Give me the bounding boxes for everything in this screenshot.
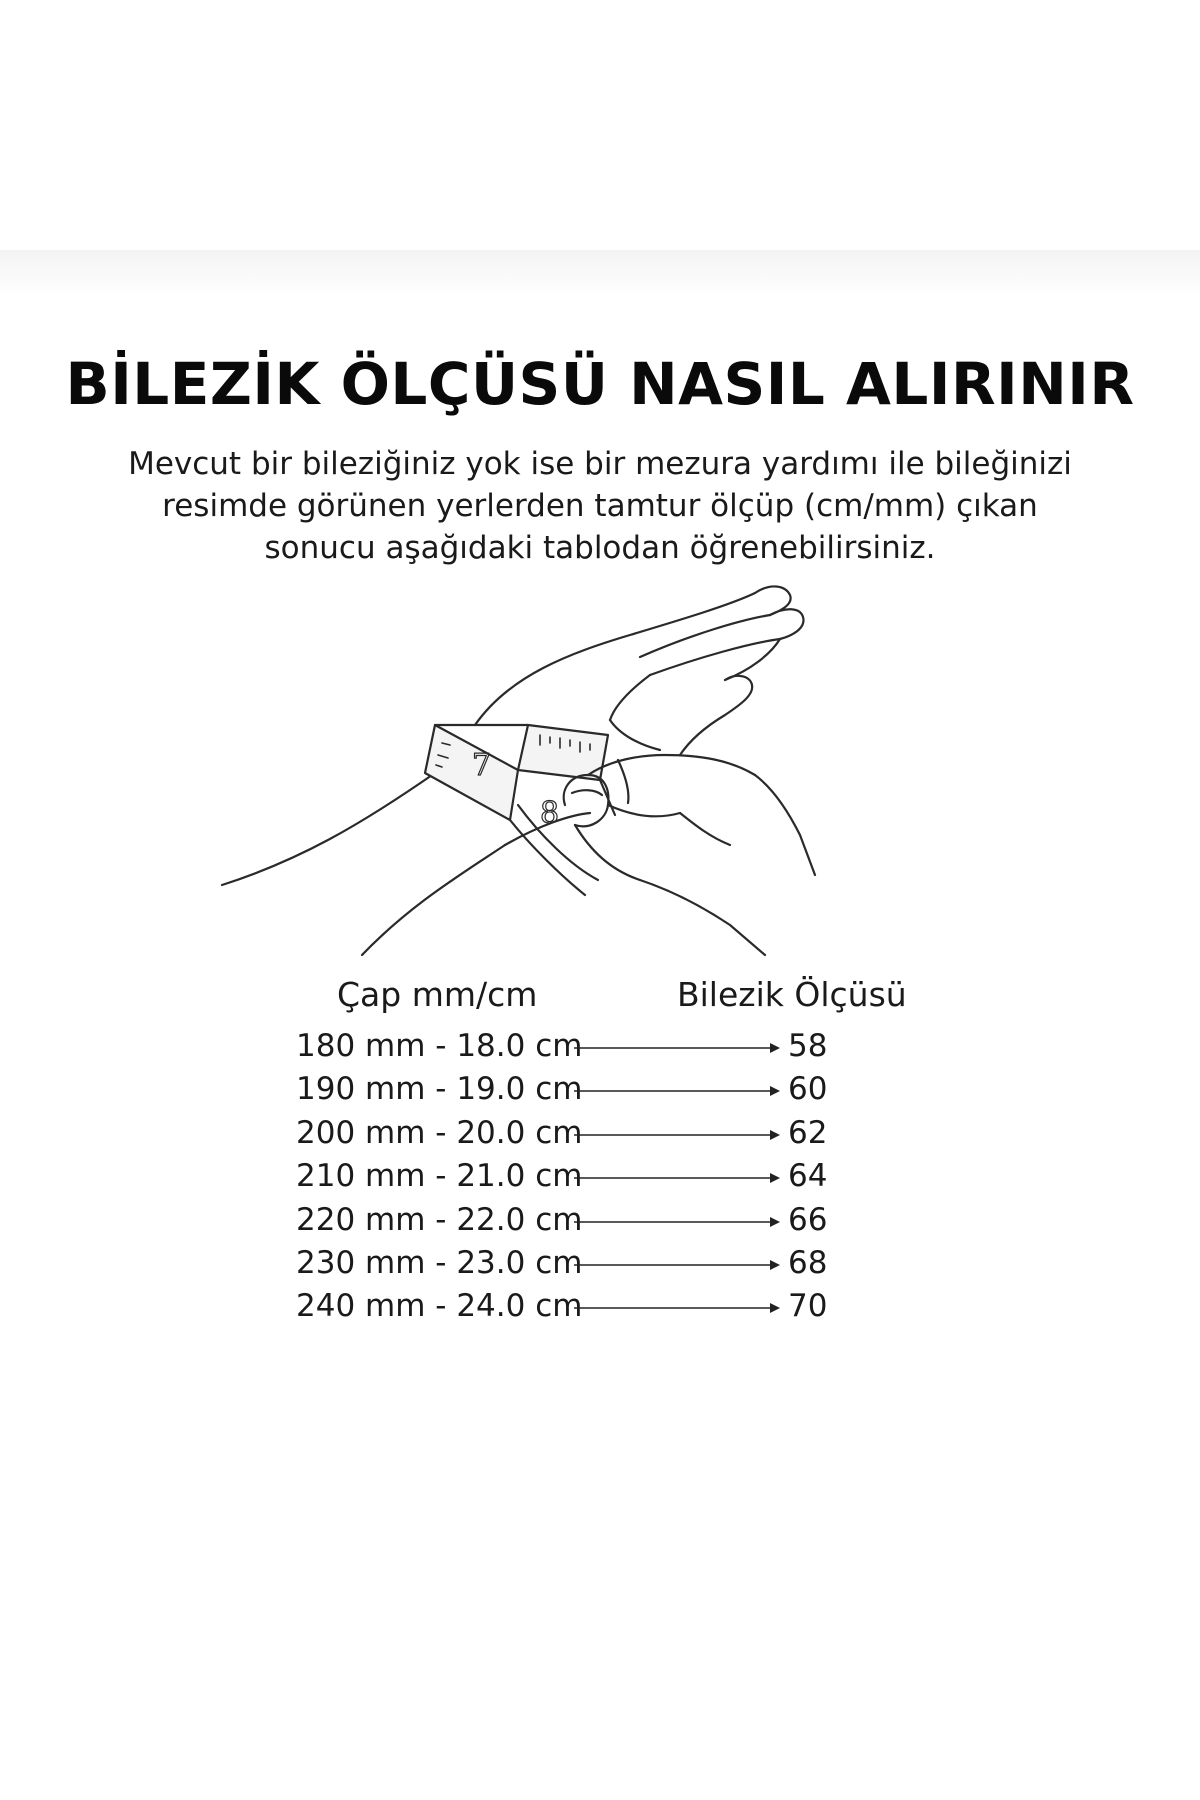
measure-cell: 220 mm - 22.0 cm bbox=[296, 1202, 583, 1238]
table-row bbox=[0, 1288, 1200, 1332]
size-cell: 62 bbox=[788, 1115, 828, 1151]
measure-cell: 230 mm - 23.0 cm bbox=[296, 1245, 583, 1281]
table-row bbox=[0, 1158, 1200, 1202]
size-cell: 66 bbox=[788, 1202, 828, 1238]
arrow-right-icon bbox=[574, 1212, 784, 1232]
table-row bbox=[0, 1115, 1200, 1159]
arrow-right-icon bbox=[574, 1125, 784, 1145]
column-header-diameter: Çap mm/cm bbox=[337, 975, 538, 1014]
measure-cell: 190 mm - 19.0 cm bbox=[296, 1071, 583, 1107]
size-cell: 60 bbox=[788, 1071, 828, 1107]
bracelet-size-table bbox=[0, 975, 1200, 1335]
arrow-right-icon bbox=[574, 1255, 784, 1275]
table-row bbox=[0, 1071, 1200, 1115]
measure-cell: 200 mm - 20.0 cm bbox=[296, 1115, 583, 1151]
instructions-line-1: Mevcut bir bileziğiniz yok ise bir mezura yardımı ile bileğinizi bbox=[128, 446, 1072, 482]
arrow-right-icon bbox=[574, 1298, 784, 1318]
arrow-right-icon bbox=[574, 1038, 784, 1058]
measure-cell: 180 mm - 18.0 cm bbox=[296, 1028, 583, 1064]
top-gray-band bbox=[0, 250, 1200, 295]
instructions-line-3: sonucu aşağıdaki tablodan öğrenebilirsiniz. bbox=[264, 530, 936, 566]
tape-number-7: 7 bbox=[472, 748, 492, 783]
size-cell: 58 bbox=[788, 1028, 828, 1064]
tape-number-8: 8 bbox=[540, 796, 560, 831]
wrist-measuring-tape-illustration bbox=[210, 575, 910, 965]
table-row bbox=[0, 1202, 1200, 1246]
measure-cell: 210 mm - 21.0 cm bbox=[296, 1158, 583, 1194]
column-header-bracelet-size: Bilezik Ölçüsü bbox=[677, 975, 907, 1014]
table-row bbox=[0, 1028, 1200, 1072]
table-row bbox=[0, 1245, 1200, 1289]
size-cell: 68 bbox=[788, 1245, 828, 1281]
size-cell: 64 bbox=[788, 1158, 828, 1194]
instructions-text bbox=[100, 443, 1100, 569]
arrow-right-icon bbox=[574, 1168, 784, 1188]
instructions-line-2: resimde görünen yerlerden tamtur ölçüp (cm/mm) çıkan bbox=[162, 488, 1038, 524]
arrow-right-icon bbox=[574, 1081, 784, 1101]
size-cell: 70 bbox=[788, 1288, 828, 1324]
measure-cell: 240 mm - 24.0 cm bbox=[296, 1288, 583, 1324]
page-title: BİLEZİK ÖLÇÜSÜ NASIL ALIRINIR bbox=[65, 350, 1135, 418]
